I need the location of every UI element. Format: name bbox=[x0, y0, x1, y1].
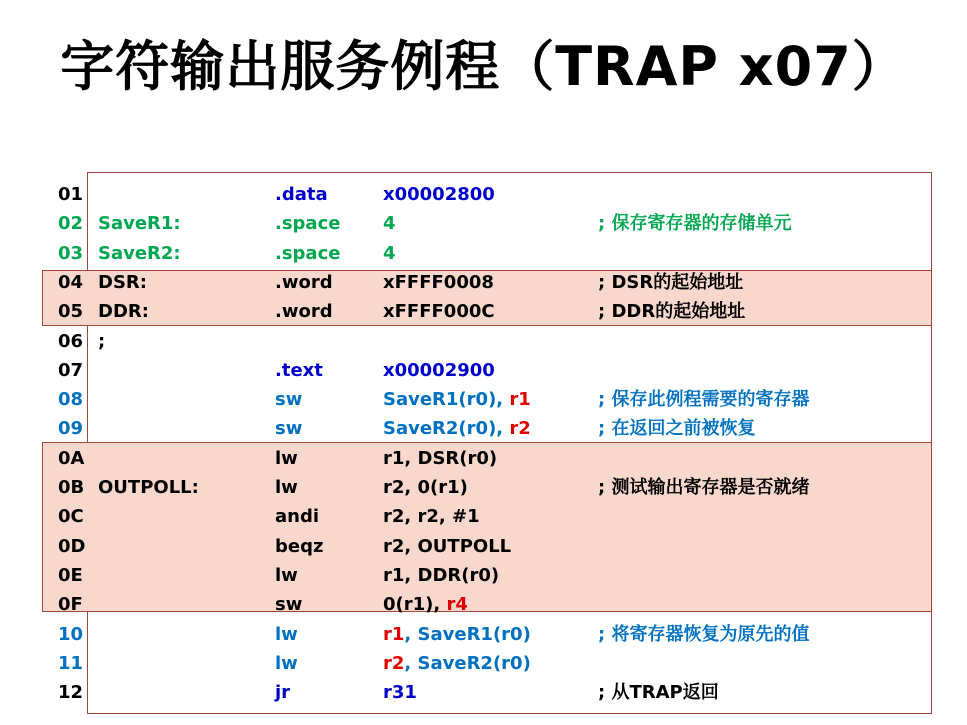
line-operands-head: 0(r1), bbox=[383, 594, 447, 616]
line-operands-head: r2, 0(r1) bbox=[383, 477, 468, 498]
line-opcode: jr bbox=[275, 682, 291, 704]
line-number: 0B bbox=[58, 477, 85, 498]
line-label: SaveR1: bbox=[98, 213, 181, 235]
line-opcode: sw bbox=[275, 418, 303, 440]
line-label: SaveR2: bbox=[98, 242, 181, 264]
code-line bbox=[0, 444, 967, 473]
line-operands-head: r2 bbox=[383, 652, 405, 674]
line-operands-head: r2, OUTPOLL bbox=[383, 535, 512, 557]
code-line bbox=[0, 678, 967, 707]
line-operands bbox=[383, 678, 417, 707]
line-number: 08 bbox=[58, 389, 84, 411]
line-operands bbox=[383, 414, 531, 443]
line-opcode: .data bbox=[275, 184, 328, 205]
code-line bbox=[0, 590, 967, 619]
line-comment: ; 从TRAP返回 bbox=[598, 682, 719, 704]
line-opcode: lw bbox=[275, 623, 298, 645]
line-operands bbox=[383, 561, 499, 590]
line-operands-head: 4 bbox=[383, 213, 396, 235]
code-line bbox=[0, 620, 967, 649]
line-operands bbox=[383, 444, 497, 473]
code-line bbox=[0, 502, 967, 531]
slide-title: 字符输出服务例程（TRAP x07） bbox=[60, 35, 907, 98]
line-label: OUTPOLL: bbox=[98, 477, 199, 498]
code-line bbox=[0, 356, 967, 385]
line-operands bbox=[383, 502, 480, 531]
line-operands-head: xFFFF000C bbox=[383, 301, 495, 323]
line-comment: ; 在返回之前被恢复 bbox=[598, 418, 756, 440]
code-line bbox=[0, 180, 967, 209]
line-operands-head: r1 bbox=[383, 623, 405, 645]
line-operands bbox=[383, 268, 494, 297]
line-opcode: .text bbox=[275, 359, 323, 381]
line-number: 01 bbox=[58, 184, 84, 205]
line-number: 05 bbox=[58, 301, 84, 323]
line-operands-head: r31 bbox=[383, 682, 417, 704]
line-operands bbox=[383, 356, 495, 385]
line-comment: ; 保存此例程需要的寄存器 bbox=[598, 389, 810, 411]
line-opcode: lw bbox=[275, 477, 298, 498]
line-operands-tail: r2 bbox=[509, 418, 531, 440]
line-operands bbox=[383, 473, 468, 502]
line-number: 0C bbox=[58, 506, 84, 528]
line-operands-head: x00002900 bbox=[383, 359, 495, 381]
line-operands-head: r1, DDR(r0) bbox=[383, 564, 500, 586]
line-operands bbox=[383, 649, 531, 678]
line-comment: ; 将寄存器恢复为原先的值 bbox=[598, 623, 810, 645]
line-operands-head: r2, r2, #1 bbox=[383, 506, 480, 528]
line-operands bbox=[383, 297, 495, 326]
code-line bbox=[0, 414, 967, 443]
line-number: 12 bbox=[58, 682, 84, 704]
line-opcode: .word bbox=[275, 301, 333, 323]
line-label: DSR: bbox=[98, 271, 147, 293]
line-operands-head: r1, DSR(r0) bbox=[383, 447, 498, 469]
line-operands-head: SaveR2(r0), bbox=[383, 418, 510, 440]
line-operands bbox=[383, 239, 396, 268]
line-comment: ; 保存寄存器的存储单元 bbox=[598, 213, 792, 235]
line-opcode: sw bbox=[275, 594, 303, 616]
line-comment: ; DSR的起始地址 bbox=[598, 271, 744, 293]
line-label: DDR: bbox=[98, 301, 149, 323]
code-line bbox=[0, 561, 967, 590]
line-opcode: beqz bbox=[275, 535, 324, 557]
code-line bbox=[0, 239, 967, 268]
line-opcode: andi bbox=[275, 506, 320, 528]
line-number: 0A bbox=[58, 447, 85, 469]
code-line bbox=[0, 473, 967, 502]
code-line bbox=[0, 649, 967, 678]
line-opcode: .space bbox=[275, 213, 341, 235]
line-operands-tail: r1 bbox=[509, 389, 531, 411]
line-number: 0D bbox=[58, 535, 86, 557]
line-comment: ; DDR的起始地址 bbox=[598, 301, 746, 323]
line-operands bbox=[383, 620, 531, 649]
line-number: 02 bbox=[58, 213, 84, 235]
code-line bbox=[0, 327, 967, 356]
line-operands bbox=[383, 209, 396, 238]
code-line bbox=[0, 297, 967, 326]
line-operands-tail: r4 bbox=[446, 594, 468, 616]
line-operands-head: x00002800 bbox=[383, 184, 495, 205]
line-operands bbox=[383, 532, 511, 561]
line-opcode: lw bbox=[275, 447, 298, 469]
line-number: 04 bbox=[58, 271, 84, 293]
line-opcode: .space bbox=[275, 242, 341, 264]
code-line bbox=[0, 209, 967, 238]
line-operands bbox=[383, 180, 495, 209]
line-number: 09 bbox=[58, 418, 84, 440]
line-comment: ; 测试输出寄存器是否就绪 bbox=[598, 477, 810, 498]
line-operands-tail: , SaveR2(r0) bbox=[404, 652, 531, 674]
line-opcode: sw bbox=[275, 389, 303, 411]
line-opcode: lw bbox=[275, 564, 298, 586]
line-operands-head: SaveR1(r0), bbox=[383, 389, 510, 411]
line-number: 07 bbox=[58, 359, 84, 381]
line-label: ; bbox=[98, 330, 106, 352]
line-opcode: .word bbox=[275, 271, 333, 293]
code-line bbox=[0, 385, 967, 414]
line-opcode: lw bbox=[275, 652, 298, 674]
line-number: 03 bbox=[58, 242, 84, 264]
line-operands bbox=[383, 590, 468, 619]
code-line bbox=[0, 268, 967, 297]
line-number: 11 bbox=[58, 652, 84, 674]
line-operands-head: 4 bbox=[383, 242, 396, 264]
line-operands-head: xFFFF0008 bbox=[383, 271, 494, 293]
line-operands-tail: , SaveR1(r0) bbox=[404, 623, 531, 645]
code-line bbox=[0, 532, 967, 561]
line-operands bbox=[383, 385, 531, 414]
line-number: 10 bbox=[58, 623, 84, 645]
line-number: 06 bbox=[58, 330, 84, 352]
line-number: 0F bbox=[58, 594, 83, 616]
line-number: 0E bbox=[58, 564, 83, 586]
